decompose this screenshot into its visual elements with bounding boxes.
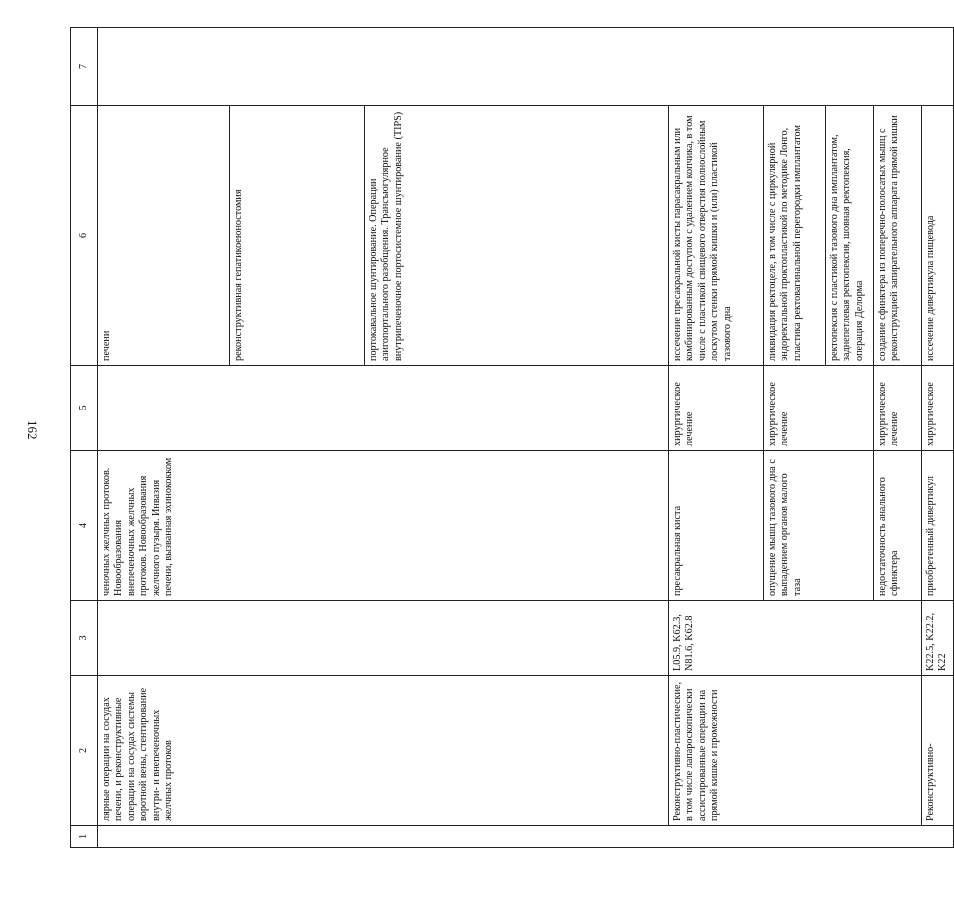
header-row	[71, 28, 98, 848]
cell-treatment-type: хирургическое	[922, 366, 954, 451]
cell-treatment-method: иссечение пресакральной кисты парасакральным или комбинированным доступом с удалением копчика, в том числе с пластикой свищевого отверстия полнослойным лоскутом стенки прямой кишки и (или) пластикой тазового дна	[669, 106, 764, 366]
page-number: 162	[25, 420, 40, 440]
header-col-1: 1	[71, 826, 98, 848]
rotated-table-sheet	[70, 28, 949, 848]
cell-diagnosis: недостаточность анального сфинктера	[874, 451, 922, 601]
cell-diagnosis: пресакральная киста	[669, 451, 764, 601]
cell-treatment-method: иссечение дивертикула пищевода	[922, 106, 954, 366]
cell-icd-codes: L05.9, K62.3, N81.6, K62.8	[669, 601, 922, 676]
cell-treatment-method: ректопексия с пластикой тазового дна имплантатом, заднепетлевая ректопексия, шовная ректопексия, операция Делорма	[826, 106, 874, 366]
cell-diagnosis: приобретенный дивертикул	[922, 451, 954, 601]
cell-treatment-method	[98, 106, 669, 366]
cell-treatment-type	[98, 366, 669, 451]
cell-procedure-group: Реконструктивно-	[922, 676, 954, 826]
cell-treatment-method: ликвидация ректоцеле, в том числе с циркулярной эндоректальной проктопластикой по методике Лонго, пластика ректовагинальной перегородки имплантатом	[764, 106, 826, 366]
cell-diagnosis: ченочных желчных протоков. Новообразования внепеченочных желчных протоков. Новообразования желчного пузыря. Инвазия печени, вызванная эхинококком	[98, 451, 669, 601]
header-col-4: 4	[71, 451, 98, 601]
cell-treatment-type: хирургическое лечение	[764, 366, 874, 451]
cell-treatment-type: хирургическое лечение	[669, 366, 764, 451]
table-row	[98, 28, 669, 848]
cell-treatment-method: создание сфинктера из поперечно-полосатых мышц с реконструкцией запирательного аппарата прямой кишки	[874, 106, 922, 366]
cell-procedure-group: лярные операции на сосудах печени, и реконструктивные операции на сосудах системы воротной вены, стентирование внутри- и внепеченочных желчных протоков	[98, 676, 669, 826]
cell-col7	[98, 28, 954, 106]
cell-number	[98, 826, 954, 848]
cell-icd-codes	[98, 601, 669, 676]
header-col-2: 2	[71, 676, 98, 826]
nested-methods	[98, 106, 668, 365]
method-text: портокавальное шунтирование. Операции азигопортального разобщения. Трансъюгулярное внутрипеченочное портосистемное шунтирование (TIPS)	[367, 111, 404, 361]
table-row	[922, 28, 954, 848]
header-col-3: 3	[71, 601, 98, 676]
procedures-table	[70, 27, 954, 848]
header-col-5: 5	[71, 366, 98, 451]
cell-procedure-group: Реконструктивно-пластические, в том числе лапароскопически ассистированные операции на прямой кишке и промежности	[669, 676, 922, 826]
table-row	[669, 28, 764, 848]
header-col-6: 6	[71, 106, 98, 366]
cell-diagnosis: опущение мышц тазового дна с выпадением органов малого таза	[764, 451, 874, 601]
method-text: печени	[98, 106, 229, 365]
cell-icd-codes: K22.5, K22.2, K22	[922, 601, 954, 676]
method-text: реконструктивная гепатикоеюностомия	[229, 106, 364, 365]
cell-treatment-type: хирургическое лечение	[874, 366, 922, 451]
header-col-7: 7	[71, 28, 98, 106]
